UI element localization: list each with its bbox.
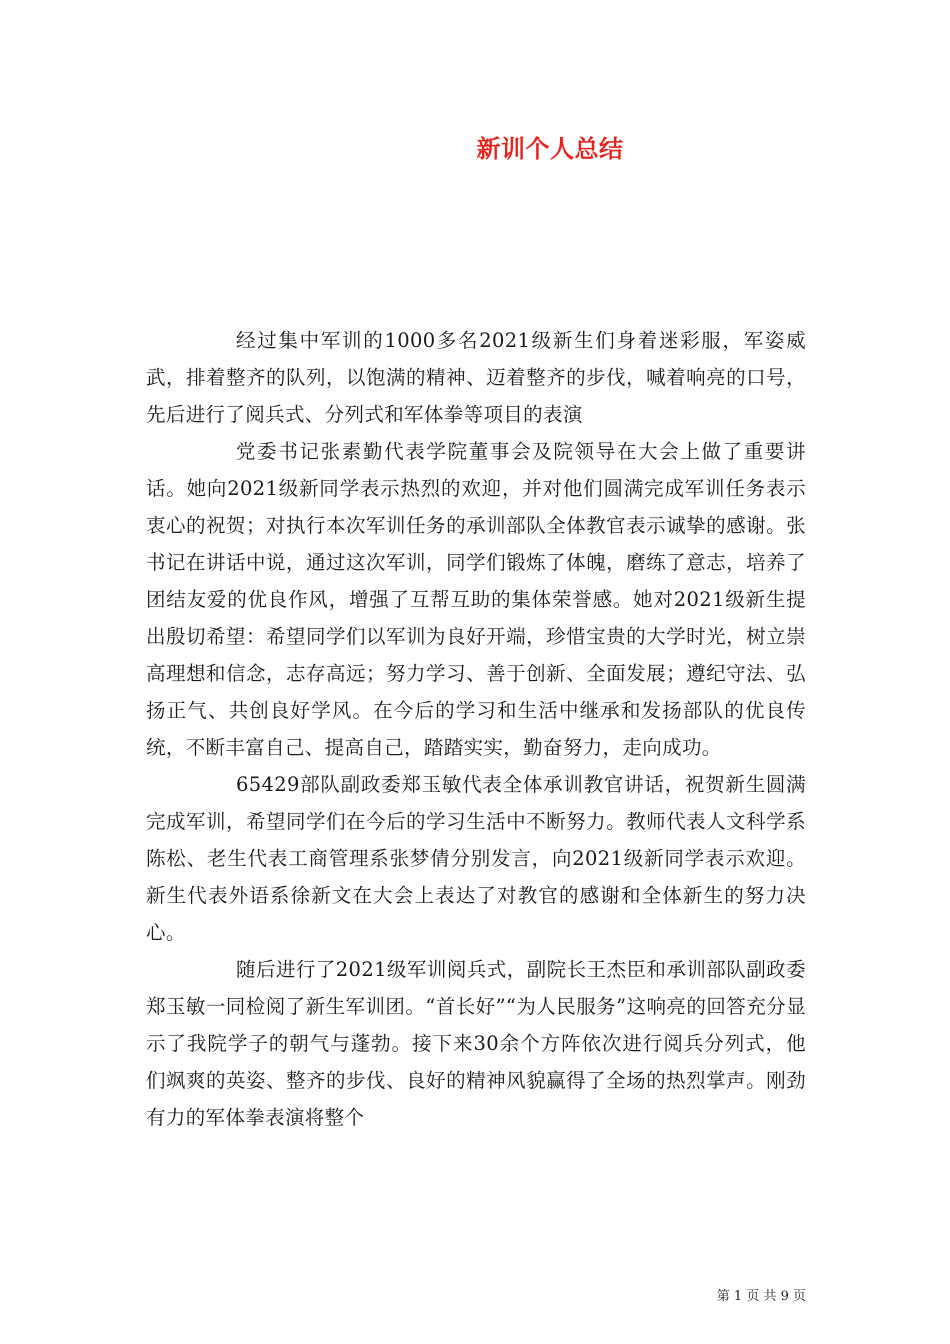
paragraph-4: 随后进行了2021级军训阅兵式，副院长王杰臣和承训部队副政委郑玉敏一同检阅了新生军训团。“首长好”“为人民服务”这响亮的回答充分显示了我院学子的朝气与蓬勃。接下来30余个方阵依次进行阅兵分列式，他们飒爽的英姿、整齐的步伐、良好的精神风貌赢得了全场的热烈掌声。刚劲有力的军体拳表演将整个 [146,958,806,1129]
paragraph-1: 经过集中军训的1000多名2021级新生们身着迷彩服，军姿威武，排着整齐的队列，以饱满的精神、迈着整齐的步伐，喊着响亮的口号，先后进行了阅兵式、分列式和军体拳等项目的表演 [146,329,806,426]
paragraph-3: 65429部队副政委郑玉敏代表全体承训教官讲话，祝贺新生圆满完成军训，希望同学们在今后的学习生活中不断努力。教师代表人文科学系陈松、老生代表工商管理系张梦倩分别发言，向2021级新同学表示欢迎。新生代表外语系徐新文在大会上表达了对教官的感谢和全体新生的努力决心。 [146,773,806,944]
document-body [146,322,806,1136]
page-number-footer: 第 1 页 共 9 页 [716,1289,806,1304]
paragraph-2: 党委书记张素勤代表学院董事会及院领导在大会上做了重要讲话。她向2021级新同学表示热烈的欢迎，并对他们圆满完成军训任务表示衷心的祝贺；对执行本次军训任务的承训部队全体教官表示诚挚的感谢。张书记在讲话中说，通过这次军训，同学们锻炼了体魄，磨练了意志，培养了团结友爱的优良作风，增强了互帮互助的集体荣誉感。她对2021级新生提出殷切希望：希望同学们以军训为良好开端，珍惜宝贵的大学时光，树立崇高理想和信念，志存高远；努力学习、善于创新、全面发展；遵纪守法、弘扬正气、共创良好学风。在今后的学习和生活中继承和发扬部队的优良传统，不断丰富自己、提高自己，踏踏实实，勤奋努力，走向成功。 [146,440,806,759]
document-title: 新训个人总结 [476,134,624,163]
